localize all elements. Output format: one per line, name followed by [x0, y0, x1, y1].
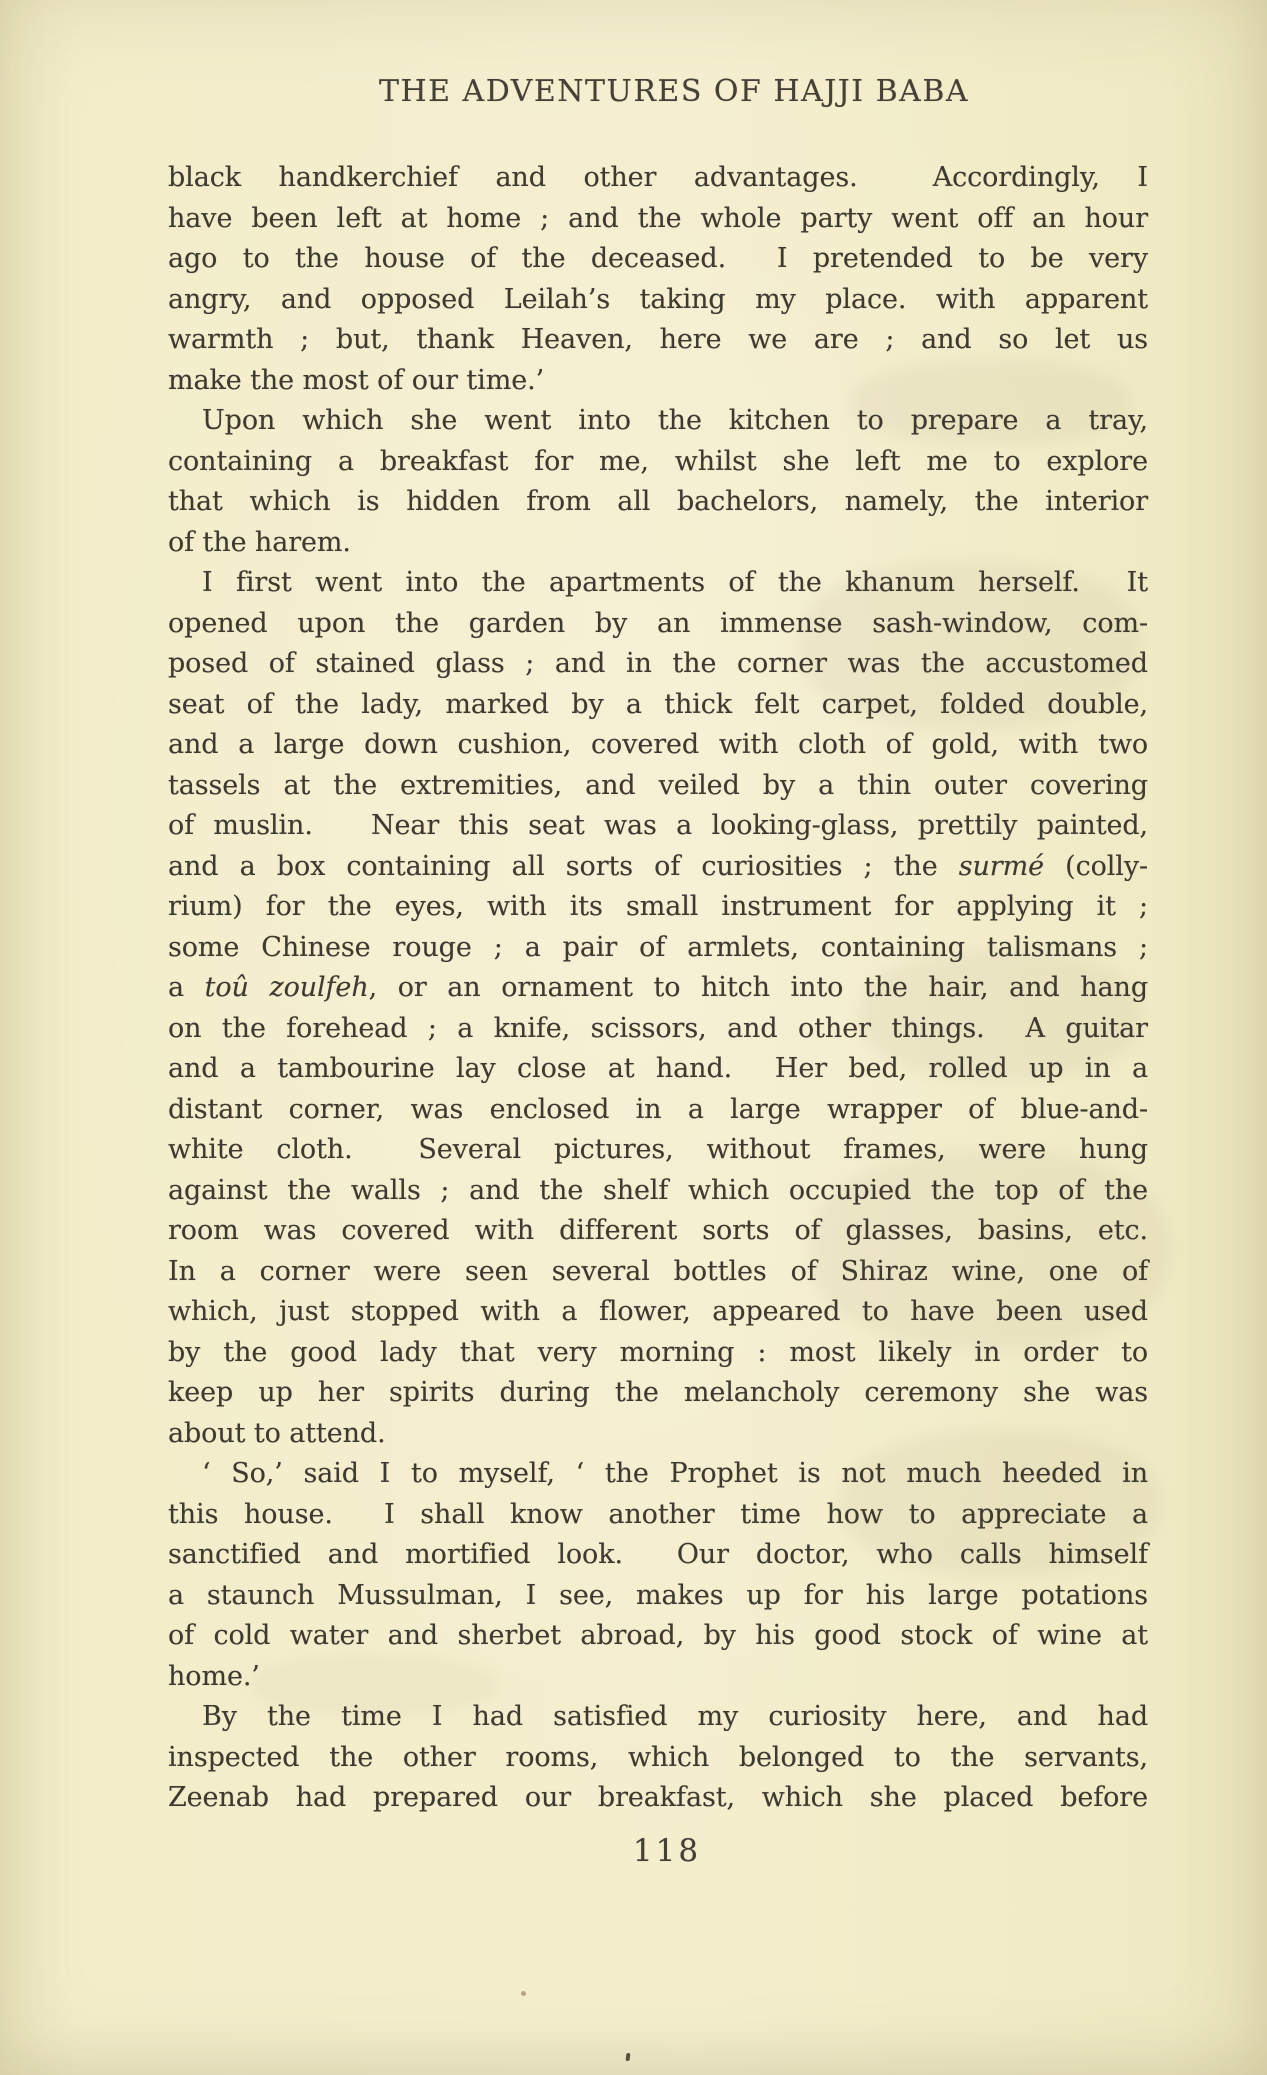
- paragraph: [168, 1697, 1148, 1819]
- text-segment: warmth ; but, thank Heaven, here we are ; and so let us: [168, 324, 1148, 355]
- text-segment: room was covered with different sorts of glasses, basins, etc.: [168, 1215, 1148, 1246]
- text-segment: Upon which she went into the kitchen to prepare a tray,: [202, 405, 1148, 436]
- text-segment: containing a breakfast for me, whilst she left me to explore: [168, 445, 1148, 477]
- text-line: [168, 280, 1148, 321]
- text-line: [168, 1171, 1148, 1212]
- text-segment: about to attend.: [168, 1417, 386, 1449]
- ink-speck: [625, 2053, 630, 2061]
- text-line: [168, 1292, 1148, 1333]
- text-segment: tassels at the extremities, and veiled by a thin outer covering: [168, 769, 1148, 801]
- text-segment: of cold water and sherbet abroad, by his good stock of wine at: [168, 1620, 1148, 1651]
- text-line: [168, 766, 1148, 807]
- text-line: [168, 1454, 1148, 1495]
- text-segment: inspected the other rooms, which belonged to the servants,: [168, 1741, 1148, 1773]
- text-line: [168, 1090, 1148, 1131]
- text-line: [168, 158, 1148, 199]
- paragraph: [168, 563, 1148, 1454]
- text-segment: and a box containing all sorts of curiosities ; the: [168, 850, 959, 882]
- page-number: 118: [632, 1833, 702, 1869]
- text-segment: rium) for the eyes, with its small instrument for applying it ;: [168, 891, 1148, 922]
- text-segment: some Chinese rouge ; a pair of armlets, containing talismans ;: [168, 931, 1148, 963]
- text-line: [168, 806, 1148, 847]
- text-line: [168, 1373, 1148, 1414]
- text-line: [168, 1535, 1148, 1576]
- text-line: [168, 239, 1148, 280]
- text-line: [168, 1616, 1148, 1657]
- text-segment: a staunch Mussulman, I see, makes up for his large potations: [168, 1579, 1148, 1611]
- text-segment: of muslin. Near this seat was a looking-glass, prettily painted,: [168, 810, 1148, 841]
- text-line: [168, 1576, 1148, 1617]
- paragraph: [168, 158, 1148, 401]
- text-line: [168, 604, 1148, 645]
- text-segment: which, just stopped with a flower, appeared to have been used: [168, 1296, 1148, 1327]
- text-segment: opened upon the garden by an immense sash-window, com-: [168, 607, 1148, 639]
- text-segment: posed of stained glass ; and in the corner was the accustomed: [168, 648, 1148, 679]
- text-line: [168, 199, 1148, 240]
- text-line: [168, 563, 1148, 604]
- text-line: [168, 968, 1148, 1009]
- text-segment: distant corner, was enclosed in a large wrapper of blue-and-: [168, 1093, 1148, 1125]
- text-segment: Zeenab had prepared our breakfast, which she placed before: [168, 1782, 1148, 1813]
- text-segment: and a tambourine lay close at hand. Her bed, rolled up in a: [168, 1053, 1148, 1084]
- text-line: [168, 928, 1148, 969]
- text-segment: ‘ So,’ said I to myself, ‘ the Prophet is not much heeded in: [202, 1458, 1148, 1489]
- text-line: [168, 1009, 1148, 1050]
- page-body: [168, 158, 1148, 1819]
- text-line: [168, 1049, 1148, 1090]
- text-line: [168, 1414, 1148, 1455]
- text-line: [168, 482, 1148, 523]
- text-line: [168, 1697, 1148, 1738]
- text-segment: black handkerchief and other advantages. Accordingly, I: [168, 162, 1148, 193]
- text-line: [168, 725, 1148, 766]
- paragraph: [168, 1454, 1148, 1697]
- text-line: [168, 401, 1148, 442]
- text-segment: have been left at home ; and the whole party went off an hour: [168, 202, 1148, 234]
- text-segment: I first went into the apartments of the khanum herself. It: [202, 567, 1148, 598]
- text-segment: sanctified and mortified look. Our doctor, who calls himself: [168, 1539, 1148, 1570]
- text-segment: and a large down cushion, covered with cloth of gold, with two: [168, 729, 1148, 760]
- text-segment: of the harem.: [168, 526, 351, 558]
- text-line: [168, 1738, 1148, 1779]
- italic-term: surmé: [958, 850, 1044, 882]
- paragraph: [168, 401, 1148, 563]
- text-segment: home.’: [168, 1660, 260, 1692]
- text-line: [168, 320, 1148, 361]
- text-segment: , or an ornament to hitch into the hair, and hang: [368, 972, 1149, 1003]
- text-line: [168, 887, 1148, 928]
- text-segment: angry, and opposed Leilah’s taking my place. with apparent: [168, 283, 1148, 315]
- text-segment: ago to the house of the deceased. I pretended to be very: [168, 243, 1148, 274]
- text-line: [168, 1657, 1148, 1698]
- text-segment: against the walls ; and the shelf which occupied the top of the: [168, 1174, 1148, 1206]
- text-segment: seat of the lady, marked by a thick felt carpet, folded double,: [168, 688, 1148, 720]
- text-segment: make the most of our time.’: [168, 364, 545, 396]
- italic-term: toû zoulfeh: [204, 972, 369, 1003]
- text-line: [168, 1252, 1148, 1293]
- text-segment: keep up her spirits during the melancholy ceremony she was: [168, 1377, 1148, 1408]
- text-segment: by the good lady that very morning : most likely in order to: [168, 1336, 1148, 1368]
- text-line: [168, 1333, 1148, 1374]
- text-line: [168, 1211, 1148, 1252]
- text-segment: By the time I had satisfied my curiosity here, and had: [202, 1701, 1148, 1732]
- text-segment: a: [168, 972, 205, 1003]
- ink-speck: [521, 1991, 526, 1996]
- text-segment: In a corner were seen several bottles of Shiraz wine, one of: [168, 1255, 1148, 1287]
- text-segment: (colly-: [1043, 850, 1148, 882]
- text-line: [168, 523, 1148, 564]
- text-line: [168, 847, 1148, 888]
- text-segment: on the forehead ; a knife, scissors, and other things. A guitar: [168, 1012, 1148, 1044]
- running-header: THE ADVENTURES OF HAJJI BABA: [378, 74, 970, 109]
- text-line: [168, 1130, 1148, 1171]
- text-line: [168, 442, 1148, 483]
- text-line: [168, 361, 1148, 402]
- text-line: [168, 685, 1148, 726]
- text-segment: that which is hidden from all bachelors, namely, the interior: [168, 486, 1148, 517]
- text-line: [168, 1778, 1148, 1819]
- text-segment: this house. I shall know another time how to appreciate a: [168, 1498, 1148, 1530]
- text-line: [168, 644, 1148, 685]
- text-line: [168, 1495, 1148, 1536]
- text-segment: white cloth. Several pictures, without frames, were hung: [168, 1134, 1148, 1165]
